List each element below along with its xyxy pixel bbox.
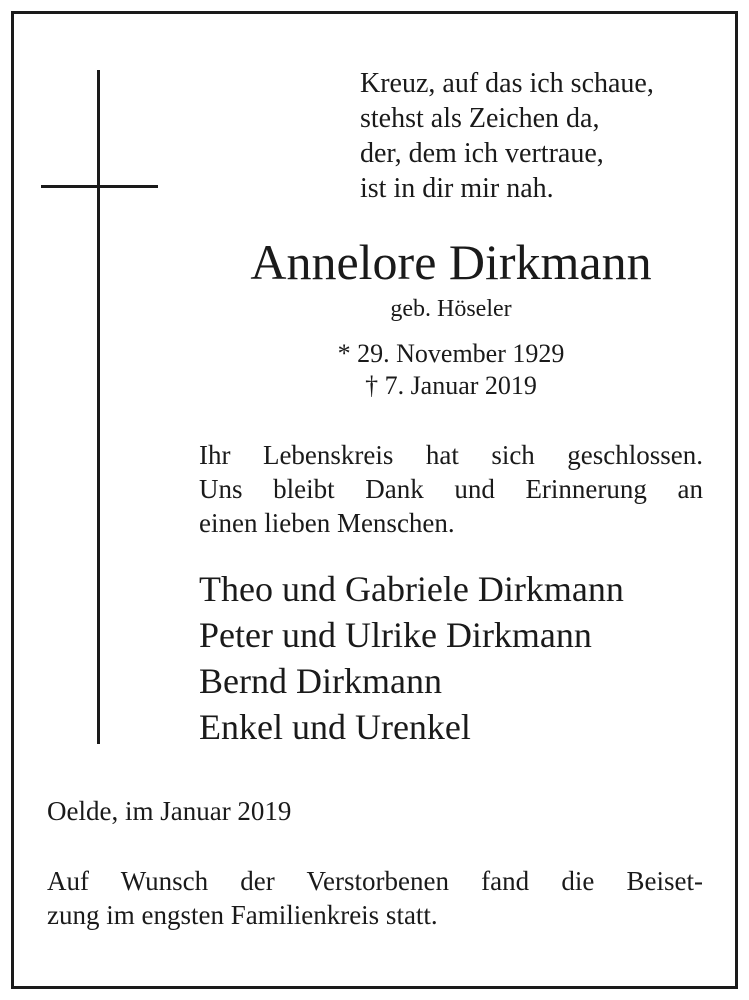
death-date: † 7. Januar 2019 <box>365 371 537 400</box>
notice-line: Auf Wunsch der Verstorbenen fand die Beiset- <box>47 866 703 896</box>
deceased-name: Annelore Dirkmann <box>250 234 652 290</box>
burial-notice <box>47 864 703 932</box>
mourners-list <box>199 566 719 750</box>
maiden-name: geb. Höseler <box>390 296 512 322</box>
verse-line: stehst als Zeichen da, <box>360 103 600 134</box>
verse-line: ist in dir mir nah. <box>360 173 554 204</box>
life-dates <box>200 338 702 402</box>
verse-line: Kreuz, auf das ich schaue, <box>360 68 654 99</box>
memorial-text <box>199 438 703 540</box>
mourner-entry: Enkel und Urenkel <box>199 707 471 747</box>
notice-line: zung im engsten Familienkreis statt. <box>47 900 438 930</box>
place-and-date: Oelde, im Januar 2019 <box>47 796 292 826</box>
memorial-line: Uns bleibt Dank und Erinnerung an <box>199 474 703 504</box>
verse <box>360 66 720 206</box>
mourner-entry: Theo und Gabriele Dirkmann <box>199 569 624 609</box>
cross-icon-horizontal-bar <box>41 185 158 188</box>
memorial-line: einen lieben Menschen. <box>199 508 455 538</box>
cross-icon-vertical-bar <box>97 70 100 744</box>
memorial-line: Ihr Lebenskreis hat sich geschlossen. <box>199 440 703 470</box>
mourner-entry: Peter und Ulrike Dirkmann <box>199 615 592 655</box>
verse-line: der, dem ich vertraue, <box>360 138 604 169</box>
birth-date: * 29. November 1929 <box>337 339 565 368</box>
mourner-entry: Bernd Dirkmann <box>199 661 442 701</box>
